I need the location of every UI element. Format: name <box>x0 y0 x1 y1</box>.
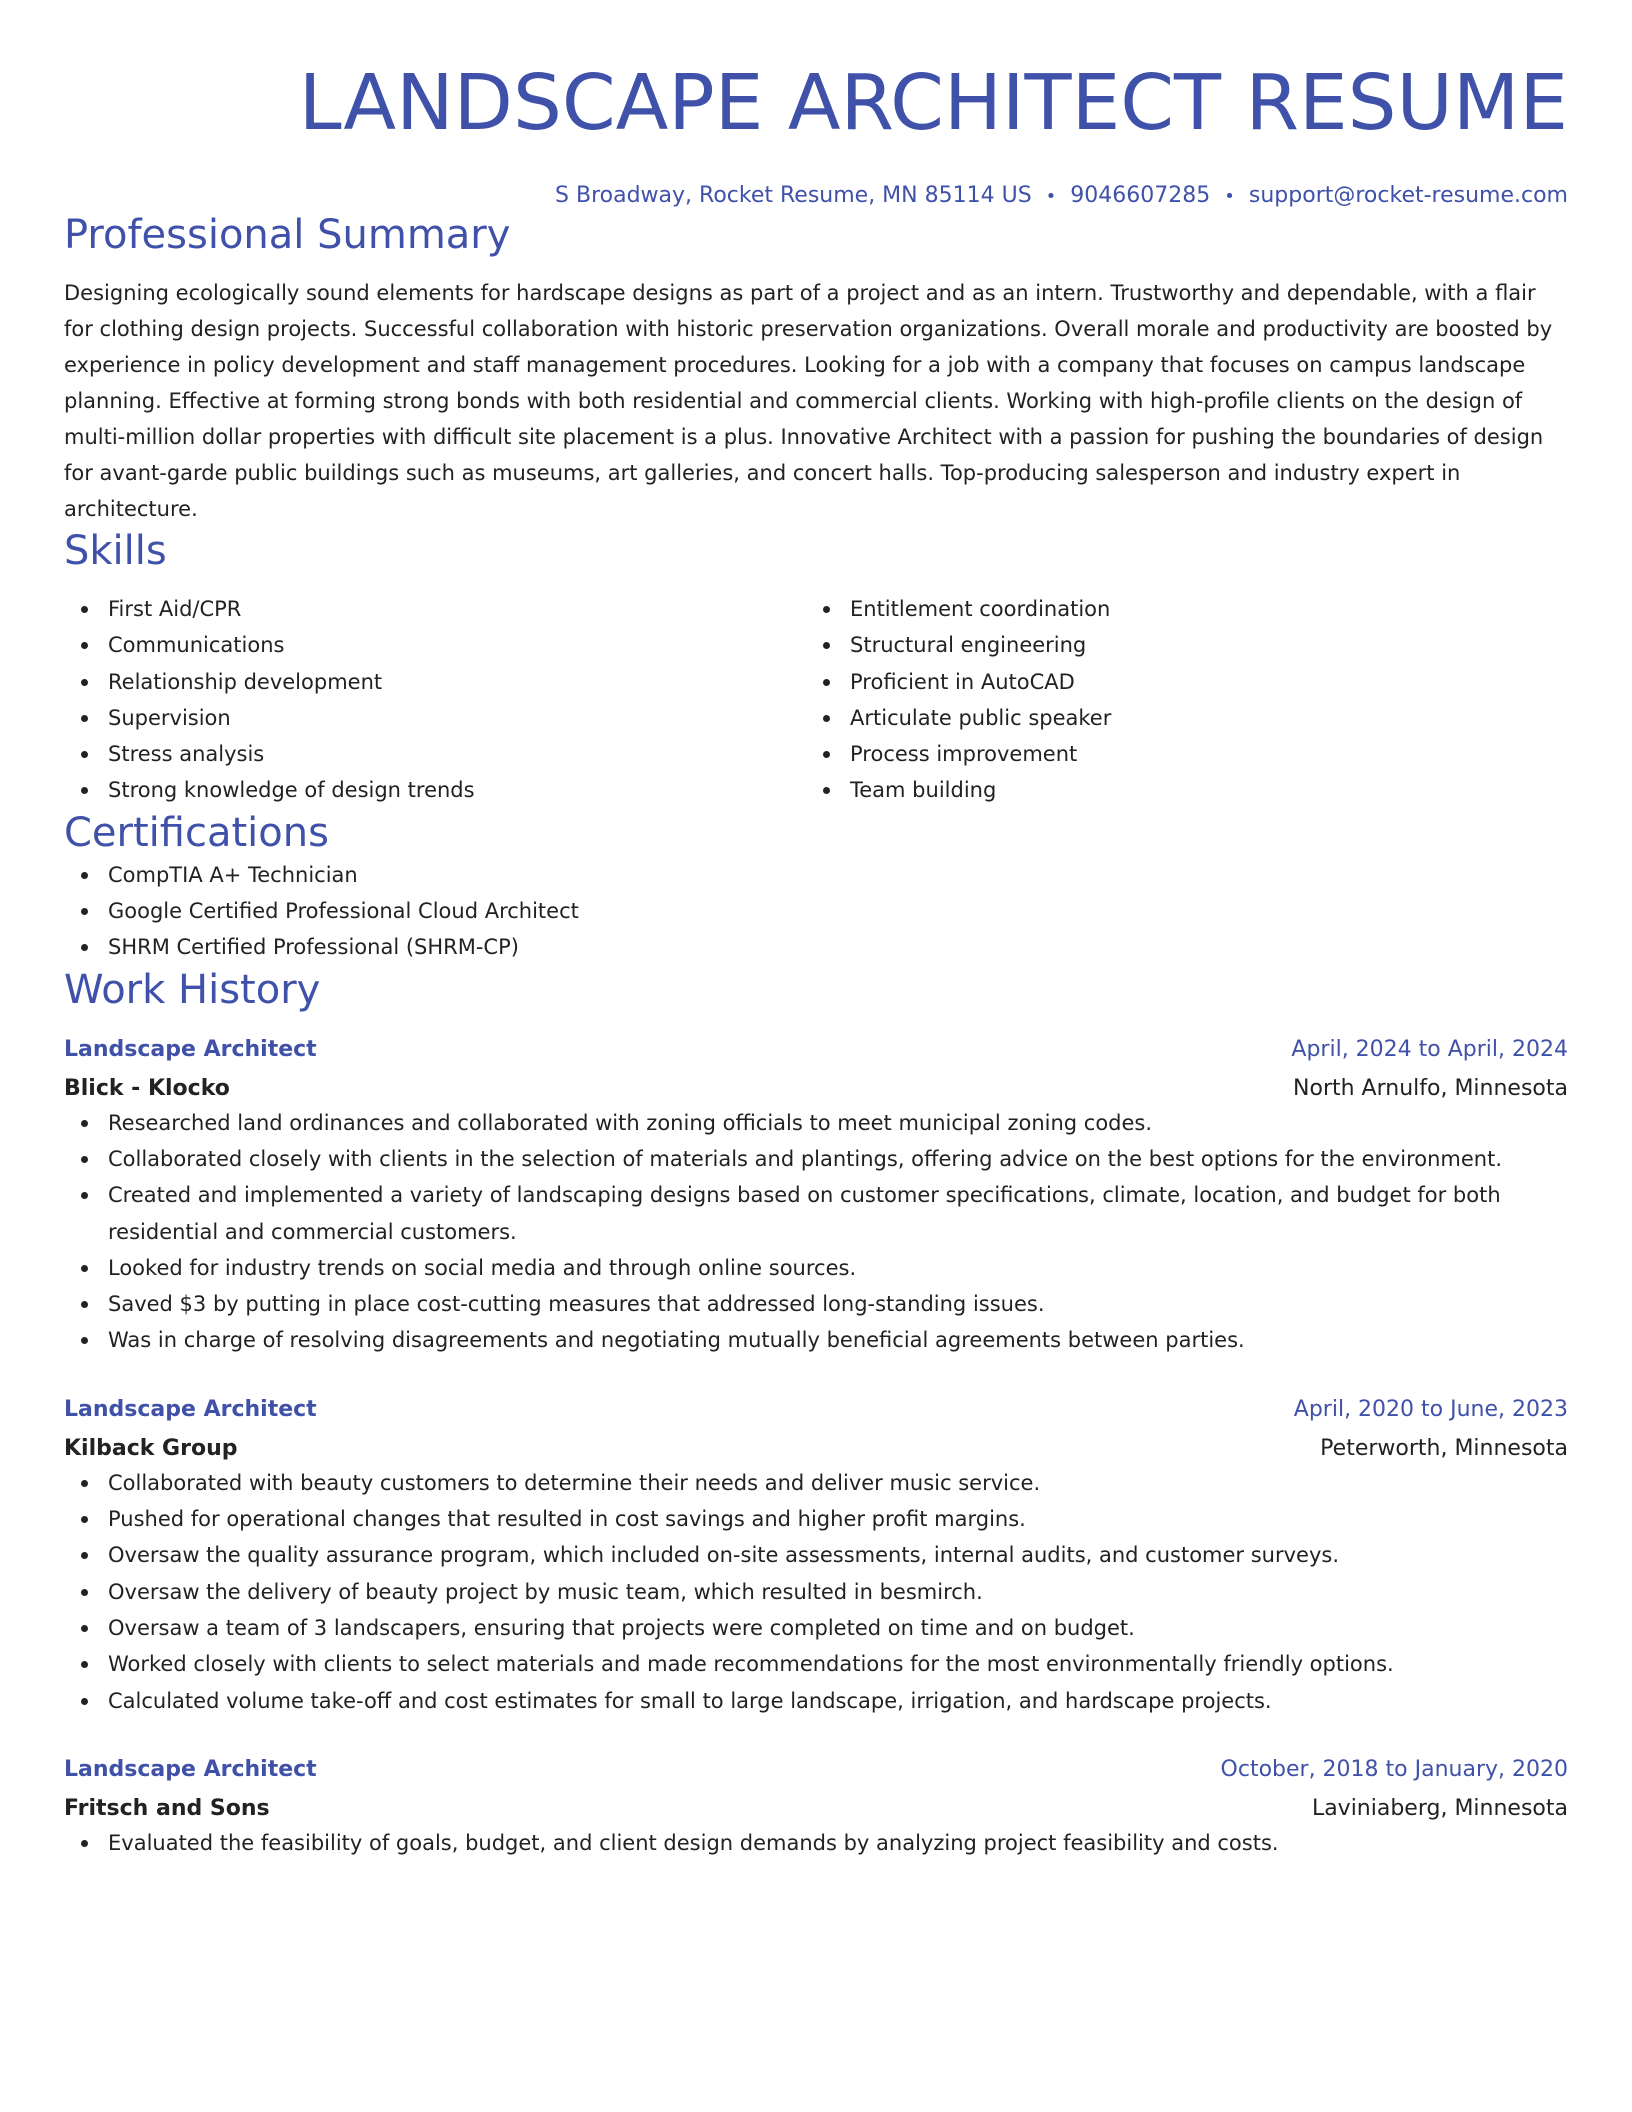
job-duty: Evaluated the feasibility of goals, budget, and client design demands by analyzing project feasibility and costs. <box>108 1825 1568 1861</box>
job-duty: Oversaw the delivery of beauty project by music team, which resulted in besmirch. <box>108 1574 1568 1610</box>
contact-line <box>64 182 1568 211</box>
job-subheader <box>64 1433 1568 1465</box>
skill-item: Stress analysis <box>108 736 806 772</box>
job-dates: October, 2018 to January, 2020 <box>1220 1756 1568 1782</box>
job-dates: April, 2024 to April, 2024 <box>1291 1036 1568 1062</box>
resume-title: LANDSCAPE ARCHITECT RESUME <box>298 59 1568 148</box>
summary-text: Designing ecologically sound elements for hardscape designs as part of a project and as an intern. Trustworthy and dependable, with a flair for clothing design projects. Successful collaboration with historic preservation organizations. Overall morale and productivity are boosted by experience in policy development and staff management procedures. Looking for a job with a company that focuses on campus landscape planning. Effective at forming strong bonds with both residential and commercial clients. Working with high-profile clients on the design of multi-million dollar properties with difficult site placement is a plus. Innovative Architect with a passion for pushing the boundaries of design for avant-garde public buildings such as museums, art galleries, and concert halls. Top-producing salesperson and industry expert in architecture. <box>64 281 1553 521</box>
job-duties-list <box>64 1465 1568 1719</box>
job-location: Peterworth, Minnesota <box>1320 1435 1568 1461</box>
job-entry <box>64 1754 1568 1861</box>
job-dates: April, 2020 to June, 2023 <box>1293 1396 1568 1422</box>
job-subheader <box>64 1073 1568 1105</box>
skill-item: Process improvement <box>850 736 1548 772</box>
job-subheader <box>64 1793 1568 1825</box>
skills-heading: Skills <box>64 528 167 574</box>
skills-column-right <box>806 591 1548 809</box>
job-title: Landscape Architect <box>64 1036 317 1062</box>
job-duty: Oversaw the quality assurance program, which included on-site assessments, internal audits, and customer surveys. <box>108 1537 1568 1573</box>
skills-list-left <box>64 591 806 809</box>
skill-item: Articulate public speaker <box>850 700 1548 736</box>
job-duty: Worked closely with clients to select materials and made recommendations for the most environmentally friendly options. <box>108 1646 1568 1682</box>
job-title: Landscape Architect <box>64 1756 317 1782</box>
skill-item: Proficient in AutoCAD <box>850 664 1548 700</box>
contact-email[interactable]: support@rocket-resume.com <box>1248 183 1568 208</box>
job-duty: Created and implemented a variety of landscaping designs based on customer specifications, climate, location, and budget for both residential and commercial customers. <box>108 1177 1568 1250</box>
skills-column-left <box>64 591 806 809</box>
job-duty: Looked for industry trends on social media and through online sources. <box>108 1250 1568 1286</box>
contact-phone: 9046607285 <box>1070 183 1211 208</box>
job-company: Fritsch and Sons <box>64 1795 270 1821</box>
certification-item: SHRM Certified Professional (SHRM-CP) <box>108 929 1568 965</box>
certification-item: Google Certified Professional Cloud Architect <box>108 893 1568 929</box>
certification-item: CompTIA A+ Technician <box>108 857 1568 893</box>
skill-item: Supervision <box>108 700 806 736</box>
job-duty: Saved $3 by putting in place cost-cutting measures that addressed long-standing issues. <box>108 1286 1568 1322</box>
job-company: Kilback Group <box>64 1435 238 1461</box>
contact-separator: • <box>1045 186 1057 207</box>
certifications-heading: Certifications <box>64 809 329 856</box>
skill-item: Relationship development <box>108 664 806 700</box>
summary-heading: Professional Summary <box>64 212 511 258</box>
job-duty: Researched land ordinances and collaborated with zoning officials to meet municipal zoning codes. <box>108 1105 1568 1141</box>
skill-item: Structural engineering <box>850 627 1548 663</box>
job-duties-list <box>64 1825 1568 1861</box>
job-duties-list <box>64 1105 1568 1359</box>
job-location: Laviniaberg, Minnesota <box>1311 1795 1568 1821</box>
job-entry <box>64 1394 1568 1719</box>
skills-list-right <box>806 591 1548 809</box>
job-duty: Collaborated with beauty customers to determine their needs and deliver music service. <box>108 1465 1568 1501</box>
job-header <box>64 1034 1568 1066</box>
skill-item: Communications <box>108 627 806 663</box>
job-duty: Was in charge of resolving disagreements and negotiating mutually beneficial agreements between parties. <box>108 1322 1568 1358</box>
contact-separator: • <box>1224 186 1235 207</box>
job-duty: Collaborated closely with clients in the selection of materials and plantings, offering advice on the best options for the environment. <box>108 1141 1568 1177</box>
certifications-list <box>64 857 1568 966</box>
skill-item: Entitlement coordination <box>850 591 1548 627</box>
job-header <box>64 1394 1568 1426</box>
job-duty: Pushed for operational changes that resulted in cost savings and higher profit margins. <box>108 1501 1568 1537</box>
skill-item: Strong knowledge of design trends <box>108 772 806 808</box>
contact-address: S Broadway, Rocket Resume, MN 85114 US <box>555 183 1032 208</box>
skill-item: First Aid/CPR <box>108 591 806 627</box>
skill-item: Team building <box>850 772 1548 808</box>
skills-grid <box>64 591 1568 809</box>
job-header <box>64 1754 1568 1786</box>
job-duty: Oversaw a team of 3 landscapers, ensuring that projects were completed on time and on budget. <box>108 1610 1568 1646</box>
job-entry <box>64 1034 1568 1359</box>
job-company: Blick - Klocko <box>64 1075 230 1101</box>
job-duty: Calculated volume take-off and cost estimates for small to large landscape, irrigation, and hardscape projects. <box>108 1683 1568 1719</box>
job-location: North Arnulfo, Minnesota <box>1293 1075 1568 1101</box>
work-history-heading: Work History <box>64 966 321 1013</box>
job-title: Landscape Architect <box>64 1396 317 1422</box>
